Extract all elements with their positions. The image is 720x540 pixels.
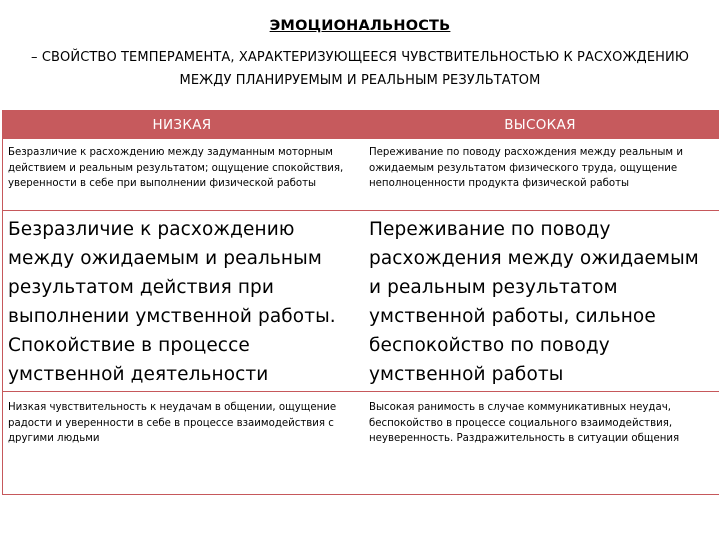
header-low: НИЗКАЯ	[152, 116, 212, 133]
header-high: ВЫСОКАЯ	[504, 116, 576, 133]
table-header-row	[3, 110, 719, 139]
table-row	[3, 391, 719, 496]
page-subtitle: – СВОЙСТВО ТЕМПЕРАМЕНТА, ХАРАКТЕРИЗУЮЩЕЕСЯ ЧУВСТВИТЕЛЬНОСТЬЮ К РАСХОЖДЕНИЮ МЕЖДУ ПЛАНИРУЕМЫМ И РЕАЛЬНЫМ РЕЗУЛЬТАТОМ	[31, 50, 689, 88]
cell-low-physical: Безразличие к расхождению между задуманным моторным действием и реальным результатом; ощущение спокойствия, уверенности в себе при выполнении физической работы	[8, 147, 344, 189]
cell-high-social: Высокая ранимость в случае коммуникативных неудач, беспокойство в процессе социального взаимодействия, неуверенность. Раздражительность в ситуации общения	[369, 402, 680, 444]
cell-high-mental: Переживание по поводу расхождения между ожидаемым и реальным результатом умственной работы, сильное беспокойство по поводу умственной работы	[369, 219, 699, 385]
cell-low-social: Низкая чувствительность к неудачам в общении, ощущение радости и уверенности в себе в процессе взаимодействия с другими людьми	[8, 402, 337, 444]
cell-high-physical: Переживание по поводу расхождения между реальным и ожидаемым результатом физического труда, ощущение неполноценности продукта физической работы	[369, 147, 683, 189]
table-row	[3, 139, 719, 210]
table-row	[3, 210, 719, 391]
cell-low-mental: Безразличие к расхождению между ожидаемым и реальным результатом действия при выполнении умственной работы. Спокойствие в процессе умственной деятельности	[8, 219, 336, 385]
comparison-table	[2, 110, 719, 495]
page-title: ЭМОЦИОНАЛЬНОСТЬ	[269, 18, 451, 34]
